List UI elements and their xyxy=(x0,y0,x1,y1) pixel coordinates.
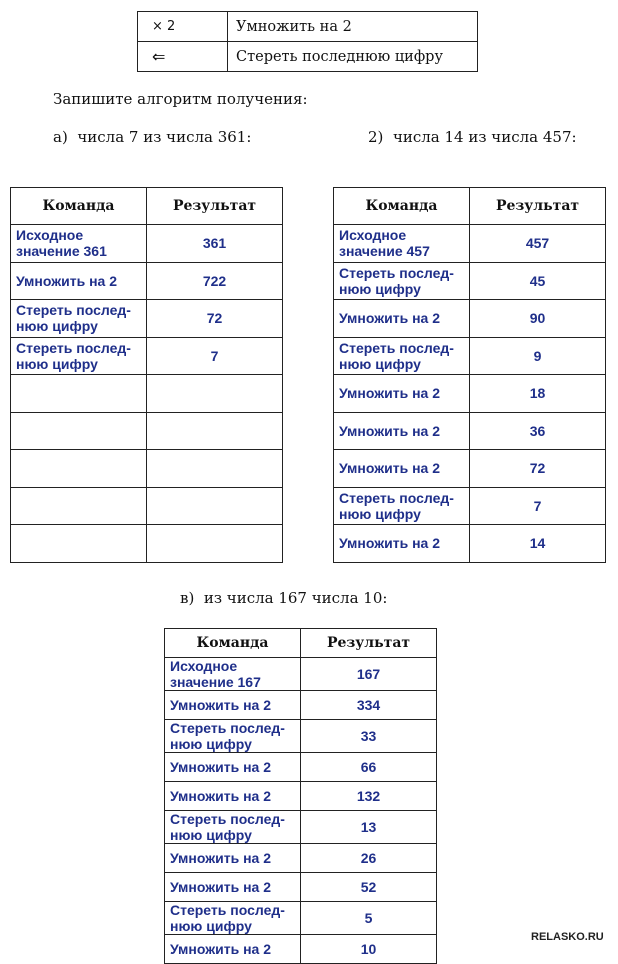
table-row xyxy=(11,375,283,413)
table-c-header-result: Результат xyxy=(301,629,437,658)
command-cell: Умножить на 2 xyxy=(334,450,470,488)
command-cell: Умножить на 2 xyxy=(334,412,470,450)
table-row xyxy=(11,412,283,450)
result-cell xyxy=(147,412,283,450)
result-cell xyxy=(147,375,283,413)
result-cell: 9 xyxy=(470,337,606,375)
result-cell: 5 xyxy=(301,902,437,935)
task-c-label: в) xyxy=(180,589,195,607)
table-row xyxy=(11,262,283,300)
result-cell xyxy=(147,450,283,488)
table-a xyxy=(10,187,283,563)
result-cell: 18 xyxy=(470,375,606,413)
table-row xyxy=(165,753,437,782)
table-row xyxy=(334,450,606,488)
command-cell: Умножить на 2 xyxy=(11,262,147,300)
legend-desc-erase: Стереть последнюю цифру xyxy=(228,42,478,72)
table-b xyxy=(333,187,606,563)
command-cell: Умножить на 2 xyxy=(165,873,301,902)
table-row xyxy=(11,300,283,338)
command-cell: Умножить на 2 xyxy=(165,782,301,811)
result-cell: 7 xyxy=(147,337,283,375)
table-row xyxy=(165,691,437,720)
command-cell xyxy=(11,450,147,488)
table-row xyxy=(11,225,283,263)
command-cell xyxy=(11,525,147,563)
result-cell: 13 xyxy=(301,811,437,844)
table-row xyxy=(334,375,606,413)
table-row xyxy=(334,300,606,338)
result-cell: 361 xyxy=(147,225,283,263)
table-b-header-command: Команда xyxy=(334,188,470,225)
table-b-header-result: Результат xyxy=(470,188,606,225)
table-c xyxy=(164,628,437,964)
instruction-text: Запишите алгоритм получения: xyxy=(53,90,308,108)
command-cell: Умножить на 2 xyxy=(334,300,470,338)
table-row xyxy=(334,337,606,375)
task-b-label: 2) xyxy=(368,128,384,146)
command-cell: Исходное значение 167 xyxy=(165,658,301,691)
result-cell xyxy=(147,525,283,563)
result-cell: 52 xyxy=(301,873,437,902)
result-cell: 36 xyxy=(470,412,606,450)
table-a-body xyxy=(11,225,283,563)
legend-desc-multiply: Умножить на 2 xyxy=(228,12,478,42)
result-cell: 90 xyxy=(470,300,606,338)
table-b-body xyxy=(334,225,606,563)
table-c-body xyxy=(165,658,437,964)
table-row xyxy=(11,337,283,375)
table-row xyxy=(334,525,606,563)
task-b-heading xyxy=(368,128,577,146)
result-cell: 167 xyxy=(301,658,437,691)
table-a-header-command: Команда xyxy=(11,188,147,225)
command-cell: Умножить на 2 xyxy=(165,753,301,782)
table-row xyxy=(165,873,437,902)
command-cell: Стереть послед- нюю цифру xyxy=(11,300,147,338)
command-cell xyxy=(11,487,147,525)
result-cell: 14 xyxy=(470,525,606,563)
command-cell: Стереть послед- нюю цифру xyxy=(11,337,147,375)
result-cell: 457 xyxy=(470,225,606,263)
result-cell: 45 xyxy=(470,262,606,300)
command-cell: Стереть послед- нюю цифру xyxy=(334,487,470,525)
command-cell xyxy=(11,375,147,413)
table-row xyxy=(334,262,606,300)
table-row xyxy=(165,782,437,811)
table-row xyxy=(334,225,606,263)
task-c-heading xyxy=(180,589,387,607)
command-cell: Умножить на 2 xyxy=(334,525,470,563)
result-cell: 7 xyxy=(470,487,606,525)
table-row xyxy=(165,935,437,964)
command-cell: Исходное значение 457 xyxy=(334,225,470,263)
table-row xyxy=(165,658,437,691)
table-row xyxy=(334,412,606,450)
table-row xyxy=(11,487,283,525)
command-cell: Стереть послед- нюю цифру xyxy=(165,902,301,935)
legend-table xyxy=(137,11,478,72)
result-cell: 33 xyxy=(301,720,437,753)
table-row xyxy=(165,811,437,844)
task-a-heading xyxy=(53,128,251,146)
command-cell: Стереть послед- нюю цифру xyxy=(334,337,470,375)
result-cell: 26 xyxy=(301,844,437,873)
table-c-header-command: Команда xyxy=(165,629,301,658)
command-cell: Умножить на 2 xyxy=(165,935,301,964)
result-cell xyxy=(147,487,283,525)
result-cell: 72 xyxy=(147,300,283,338)
command-cell: Умножить на 2 xyxy=(165,844,301,873)
task-c-text: из числа 167 числа 10: xyxy=(203,589,388,607)
command-cell: Умножить на 2 xyxy=(334,375,470,413)
table-row xyxy=(334,487,606,525)
result-cell: 72 xyxy=(470,450,606,488)
task-a-text: числа 7 из числа 361: xyxy=(77,128,252,146)
command-cell: Стереть послед- нюю цифру xyxy=(334,262,470,300)
command-cell xyxy=(11,412,147,450)
table-row xyxy=(11,525,283,563)
result-cell: 722 xyxy=(147,262,283,300)
command-cell: Исходное значение 361 xyxy=(11,225,147,263)
table-row xyxy=(11,450,283,488)
task-b-text: числа 14 из числа 457: xyxy=(392,128,577,146)
command-cell: Стереть послед- нюю цифру xyxy=(165,811,301,844)
table-row xyxy=(165,844,437,873)
task-a-label: а) xyxy=(53,128,68,146)
result-cell: 132 xyxy=(301,782,437,811)
result-cell: 10 xyxy=(301,935,437,964)
table-row xyxy=(165,720,437,753)
result-cell: 66 xyxy=(301,753,437,782)
table-row xyxy=(165,902,437,935)
command-cell: Умножить на 2 xyxy=(165,691,301,720)
watermark: RELASKO.RU xyxy=(531,931,604,943)
table-a-header-result: Результат xyxy=(147,188,283,225)
legend-symbol-erase: ⇐ xyxy=(138,42,228,72)
command-cell: Стереть послед- нюю цифру xyxy=(165,720,301,753)
result-cell: 334 xyxy=(301,691,437,720)
legend-symbol-multiply: × 2 xyxy=(138,12,228,42)
